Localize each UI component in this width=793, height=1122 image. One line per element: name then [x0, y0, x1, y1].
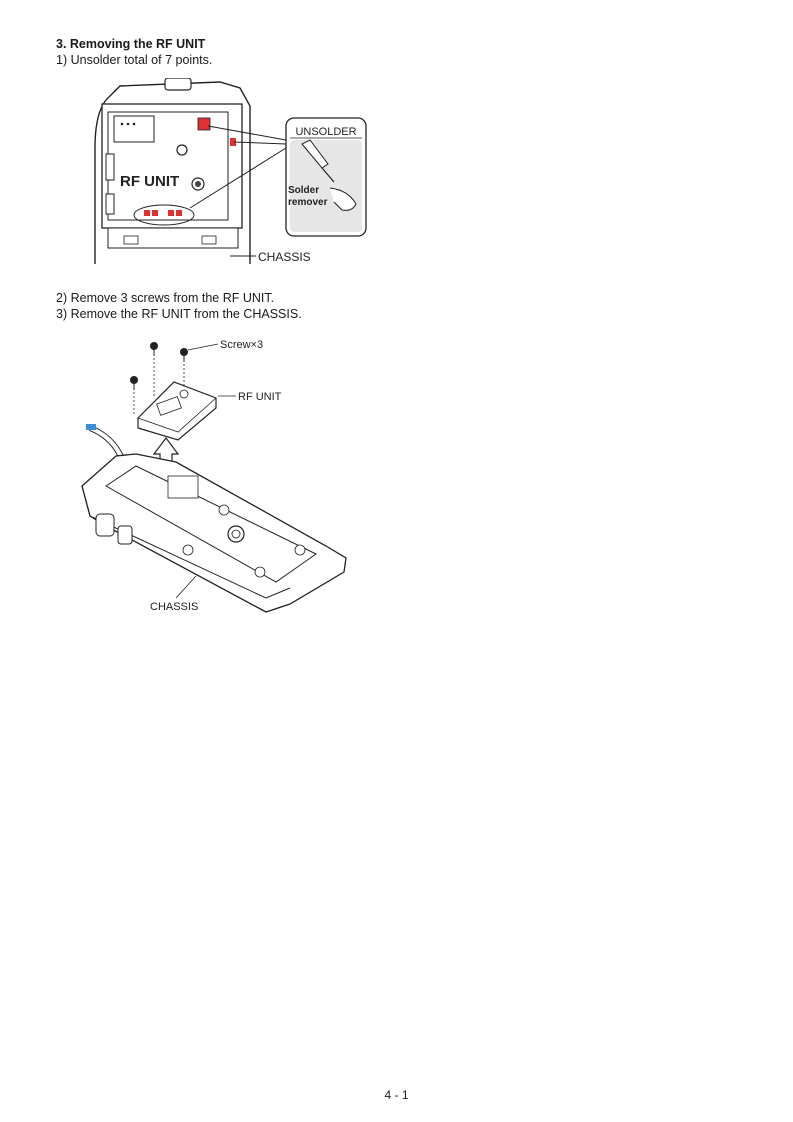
- board-shield-1: [114, 116, 154, 142]
- solder-point-bottom-2: [152, 210, 158, 216]
- solder-point-top: [198, 118, 210, 130]
- rf-unit-label: RF UNIT: [120, 173, 180, 190]
- side-knob-2: [118, 526, 132, 544]
- chassis-exploded-label: CHASSIS: [150, 601, 199, 613]
- rf-unit-exploded-label: RF UNIT: [238, 391, 282, 403]
- screw-2: [181, 349, 188, 363]
- unsolder-figure: [90, 78, 380, 270]
- side-knob-1: [96, 514, 114, 536]
- solder-point-bottom-4: [176, 210, 182, 216]
- step-2-text: 2) Remove 3 screws from the RF UNIT.: [56, 291, 275, 305]
- screw-3: [131, 377, 138, 391]
- callout-title: UNSOLDER: [295, 126, 357, 138]
- flex-cable-tip: [86, 424, 96, 430]
- page-number: 4 - 1: [384, 1088, 409, 1102]
- radio-top-knob: [165, 78, 191, 90]
- step-3-text: 3) Remove the RF UNIT from the CHASSIS.: [56, 307, 302, 321]
- chassis-label: CHASSIS: [258, 250, 311, 264]
- screw-label: Screw×3: [220, 339, 264, 351]
- solder-point-bottom-3: [168, 210, 174, 216]
- callout-tool-line1: Solder: [288, 185, 320, 196]
- solder-point-bottom-1: [144, 210, 150, 216]
- callout-tool-line2: remover: [288, 197, 328, 208]
- section-heading: 3. Removing the RF UNIT: [56, 37, 206, 51]
- removal-figure: [76, 336, 366, 620]
- screw-hole-1: [177, 145, 187, 155]
- screw-1: [151, 343, 158, 357]
- step-1-text: 1) Unsolder total of 7 points.: [56, 53, 213, 67]
